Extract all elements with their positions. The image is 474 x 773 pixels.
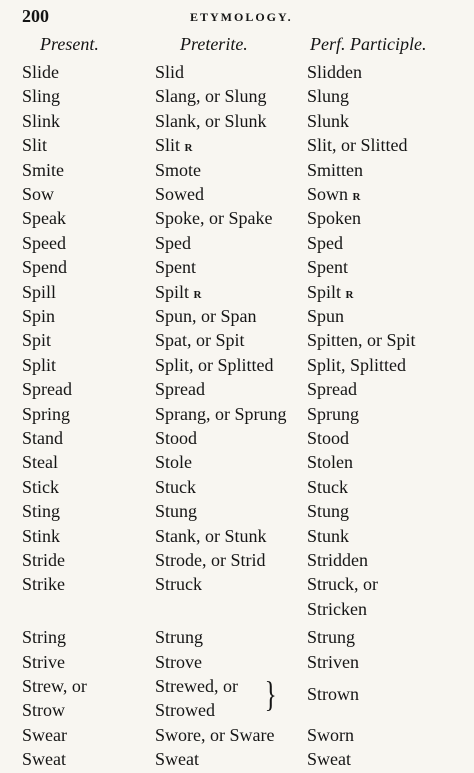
participle-cell-text: Sprung bbox=[307, 403, 360, 424]
present-cell bbox=[22, 280, 56, 304]
present-cell bbox=[22, 524, 60, 548]
table-row bbox=[0, 572, 474, 596]
preterite-cell-text: Swore, or Sware bbox=[155, 724, 275, 745]
present-cell-text: Spend bbox=[22, 257, 67, 278]
present-cell-text: Spit bbox=[22, 330, 52, 351]
present-cell bbox=[22, 60, 59, 84]
table-row bbox=[0, 158, 474, 182]
preterite-cell bbox=[155, 450, 192, 474]
participle-cell bbox=[307, 206, 361, 230]
preterite-cell bbox=[155, 747, 199, 771]
participle-cell-text: Split, Splitted bbox=[307, 354, 407, 375]
participle-cell bbox=[307, 304, 344, 328]
preterite-cell-text: Spoke, or Spake bbox=[155, 208, 273, 229]
present-cell-text: Speak bbox=[22, 208, 66, 229]
participle-cell bbox=[307, 60, 362, 84]
participle-cell bbox=[307, 133, 408, 157]
participle-cell-text: Stolen bbox=[307, 452, 354, 473]
preterite-cell-text: Stood bbox=[155, 428, 198, 448]
present-cell-text: Spring bbox=[22, 403, 71, 424]
present-cell bbox=[22, 402, 70, 426]
preterite-cell bbox=[155, 109, 267, 133]
table-row bbox=[0, 353, 474, 377]
table-row bbox=[0, 625, 474, 649]
present-cell-text: Swear bbox=[22, 724, 67, 745]
participle-cell bbox=[307, 377, 357, 401]
present-cell bbox=[22, 625, 66, 649]
preterite-cell-text: Sped bbox=[155, 232, 191, 253]
regular-mark: R bbox=[345, 288, 354, 301]
present-cell bbox=[22, 255, 67, 279]
present-cell bbox=[22, 84, 60, 108]
present-cell bbox=[22, 133, 47, 157]
preterite-cell bbox=[155, 182, 204, 206]
present-cell-text: Sow bbox=[22, 184, 55, 204]
preterite-cell bbox=[155, 650, 202, 674]
preterite-cell-text: Slank, or Slunk bbox=[155, 110, 267, 131]
participle-cell-text: Spoken bbox=[307, 208, 361, 229]
table-row bbox=[0, 426, 474, 450]
participle-cell bbox=[307, 625, 355, 649]
participle-cell bbox=[307, 597, 367, 621]
table-row bbox=[0, 524, 474, 548]
table-row bbox=[0, 499, 474, 523]
present-cell bbox=[22, 353, 56, 377]
table-row bbox=[0, 109, 474, 133]
present-cell bbox=[22, 572, 65, 596]
participle-cell-text: Striven bbox=[307, 651, 359, 672]
participle-cell-text: Stridden bbox=[307, 550, 368, 570]
present-cell-text: Slide bbox=[22, 62, 60, 82]
participle-strown: Strown bbox=[307, 684, 360, 704]
present-cell-text: Slink bbox=[22, 110, 61, 131]
preterite-cell bbox=[155, 328, 245, 352]
table-row bbox=[0, 328, 474, 352]
present-cell-text: Speed bbox=[22, 232, 66, 253]
present-cell-text: Spill bbox=[22, 281, 57, 302]
participle-cell bbox=[307, 450, 353, 474]
preterite-cell-text: Strode, or Strid bbox=[155, 550, 266, 570]
present-cell bbox=[22, 723, 67, 747]
preterite-cell bbox=[155, 524, 267, 548]
present-cell-text: Spin bbox=[22, 306, 56, 326]
preterite-cell-text: Stank, or Stunk bbox=[155, 525, 267, 546]
participle-cell-text: Smitten bbox=[307, 159, 364, 180]
table-row bbox=[0, 182, 474, 206]
table-row bbox=[0, 206, 474, 230]
participle-cell bbox=[307, 402, 359, 426]
participle-cell bbox=[307, 548, 368, 572]
preterite-cell-text: Slang, or Slung bbox=[155, 86, 267, 107]
participle-cell-text: Stuck bbox=[307, 476, 349, 497]
preterite-cell bbox=[155, 231, 191, 255]
table-row bbox=[0, 450, 474, 474]
present-cell bbox=[22, 182, 54, 206]
present-cell bbox=[22, 377, 72, 401]
preterite-cell bbox=[155, 402, 287, 426]
preterite-cell-text: Strove bbox=[155, 651, 202, 672]
participle-cell bbox=[307, 747, 351, 771]
preterite-cell bbox=[155, 304, 257, 328]
preterite-cell-text: Strewed, or bbox=[155, 676, 238, 696]
preterite-cell-text: Sweat bbox=[155, 749, 199, 770]
participle-cell bbox=[307, 231, 343, 255]
header-preterite: Preterite. bbox=[180, 34, 248, 54]
header-present: Present. bbox=[40, 34, 99, 54]
participle-cell-text: Slit, or Slitted bbox=[307, 135, 408, 156]
present-cell-text: Strike bbox=[22, 574, 65, 595]
present-cell-text: Strive bbox=[22, 651, 65, 672]
present-cell bbox=[22, 158, 64, 182]
brace: } bbox=[264, 674, 277, 714]
table-row bbox=[0, 723, 474, 747]
present-cell-text: Stride bbox=[22, 550, 65, 570]
table-row bbox=[0, 402, 474, 426]
table-row bbox=[0, 255, 474, 279]
participle-cell bbox=[307, 524, 349, 548]
participle-cell bbox=[307, 650, 359, 674]
participle-cell-text: Spilt bbox=[307, 281, 342, 302]
participle-cell-text: Sown bbox=[307, 184, 349, 204]
table-row bbox=[0, 133, 474, 157]
page-number: 200 bbox=[22, 6, 49, 26]
present-cell bbox=[22, 304, 55, 328]
participle-cell bbox=[307, 328, 416, 352]
participle-cell-text: Slidden bbox=[307, 62, 363, 82]
regular-mark: R bbox=[352, 191, 361, 203]
present-cell bbox=[22, 426, 63, 450]
preterite-cell bbox=[155, 84, 267, 108]
table-row bbox=[0, 597, 474, 621]
table-row bbox=[0, 747, 474, 771]
present-cell bbox=[22, 650, 65, 674]
preterite-cell bbox=[155, 723, 274, 747]
participle-cell-text: Stunk bbox=[307, 525, 350, 546]
preterite-cell-text: Slit bbox=[155, 135, 181, 156]
present-cell-text: Strow bbox=[22, 700, 66, 721]
present-cell bbox=[22, 548, 65, 572]
participle-cell bbox=[307, 109, 349, 133]
participle-cell bbox=[307, 280, 353, 307]
present-cell bbox=[22, 747, 66, 771]
table-row bbox=[0, 548, 474, 572]
participle-cell-text: Spun bbox=[307, 306, 345, 326]
preterite-cell bbox=[155, 206, 272, 230]
participle-cell-text: Slunk bbox=[307, 110, 350, 131]
preterite-cell bbox=[155, 548, 266, 572]
participle-cell bbox=[307, 182, 360, 209]
preterite-cell-text: Stuck bbox=[155, 476, 197, 497]
present-cell-text: Split bbox=[22, 354, 57, 375]
participle-cell bbox=[307, 158, 363, 182]
participle-cell bbox=[307, 723, 354, 747]
present-cell-text: Sting bbox=[22, 501, 61, 522]
present-cell-text: Steal bbox=[22, 452, 58, 473]
preterite-cell-text: Spilt bbox=[155, 281, 190, 302]
present-cell-text: Sweat bbox=[22, 749, 66, 770]
preterite-cell-text: Sprang, or Sprung bbox=[155, 403, 287, 424]
participle-cell-text: Struck, or bbox=[307, 574, 378, 595]
participle-cell bbox=[307, 426, 349, 450]
present-cell bbox=[22, 231, 66, 255]
preterite-cell bbox=[155, 572, 202, 596]
participle-cell-text: Sped bbox=[307, 232, 343, 253]
preterite-cell bbox=[155, 377, 205, 401]
preterite-cell bbox=[155, 255, 196, 279]
present-cell-text: Slit bbox=[22, 135, 48, 156]
preterite-cell-text: Smote bbox=[155, 159, 202, 180]
participle-cell-text: Sweat bbox=[307, 749, 351, 770]
table-row bbox=[0, 60, 474, 84]
regular-mark: R bbox=[193, 288, 202, 301]
participle-cell bbox=[307, 499, 349, 523]
preterite-cell bbox=[155, 353, 274, 377]
preterite-cell bbox=[155, 499, 197, 523]
participle-cell bbox=[307, 572, 378, 596]
present-cell bbox=[22, 475, 59, 499]
present-cell-text: Stick bbox=[22, 476, 60, 497]
preterite-cell bbox=[155, 133, 192, 160]
participle-cell bbox=[307, 255, 348, 279]
participle-cell-text: Stricken bbox=[307, 598, 367, 619]
participle-cell-text: Strung bbox=[307, 627, 356, 648]
table-row bbox=[0, 231, 474, 255]
preterite-cell-text: Spread bbox=[155, 379, 205, 400]
participle-cell-text: Spent bbox=[307, 257, 349, 278]
preterite-cell bbox=[155, 426, 197, 450]
table-row bbox=[0, 280, 474, 304]
preterite-cell-text: Split, or Splitted bbox=[155, 354, 274, 375]
running-title: ETYMOLOGY. bbox=[190, 10, 293, 24]
table-row bbox=[0, 377, 474, 401]
preterite-cell-text: Strung bbox=[155, 627, 204, 648]
preterite-cell-text: Spat, or Spit bbox=[155, 330, 245, 351]
participle-cell-text: Spread bbox=[307, 379, 357, 400]
preterite-cell-text: Spent bbox=[155, 257, 197, 278]
table-row bbox=[0, 650, 474, 674]
present-cell-text: Smite bbox=[22, 159, 65, 180]
present-cell-text: Strew, or bbox=[22, 676, 87, 696]
present-cell bbox=[22, 206, 66, 230]
participle-cell-text: Sworn bbox=[307, 724, 355, 745]
participle-cell bbox=[307, 353, 406, 377]
preterite-cell bbox=[155, 625, 203, 649]
preterite-cell-text: Strowed bbox=[155, 700, 215, 721]
preterite-cell-text: Spun, or Span bbox=[155, 306, 257, 326]
present-cell-text: String bbox=[22, 627, 67, 648]
participle-cell bbox=[307, 475, 348, 499]
present-cell bbox=[22, 109, 60, 133]
preterite-cell bbox=[155, 60, 184, 84]
preterite-cell-text: Slid bbox=[155, 62, 185, 82]
preterite-cell-text: Struck bbox=[155, 574, 202, 595]
present-cell-text: Stand bbox=[22, 428, 64, 448]
table-row bbox=[0, 304, 474, 328]
participle-cell-text: Stood bbox=[307, 428, 350, 448]
regular-mark: R bbox=[184, 142, 193, 155]
participle-cell-text: Spitten, or Spit bbox=[307, 330, 416, 351]
preterite-cell bbox=[155, 158, 201, 182]
participle-cell bbox=[307, 84, 349, 108]
preterite-cell bbox=[155, 475, 196, 499]
header-participle: Perf. Participle. bbox=[310, 34, 427, 54]
participle-cell-text: Slung bbox=[307, 86, 350, 107]
strown-row bbox=[0, 682, 474, 706]
table-row bbox=[0, 84, 474, 108]
preterite-cell-text: Stole bbox=[155, 452, 193, 473]
present-cell-text: Spread bbox=[22, 379, 72, 400]
present-cell bbox=[22, 328, 51, 352]
present-cell bbox=[22, 450, 58, 474]
present-cell-text: Stink bbox=[22, 525, 61, 546]
present-cell bbox=[22, 499, 60, 523]
participle-cell-text: Stung bbox=[307, 501, 350, 522]
present-cell-text: Sling bbox=[22, 86, 61, 107]
preterite-cell bbox=[155, 280, 201, 307]
table-row bbox=[0, 475, 474, 499]
preterite-cell-text: Stung bbox=[155, 501, 198, 522]
preterite-cell-text: Sowed bbox=[155, 184, 204, 204]
